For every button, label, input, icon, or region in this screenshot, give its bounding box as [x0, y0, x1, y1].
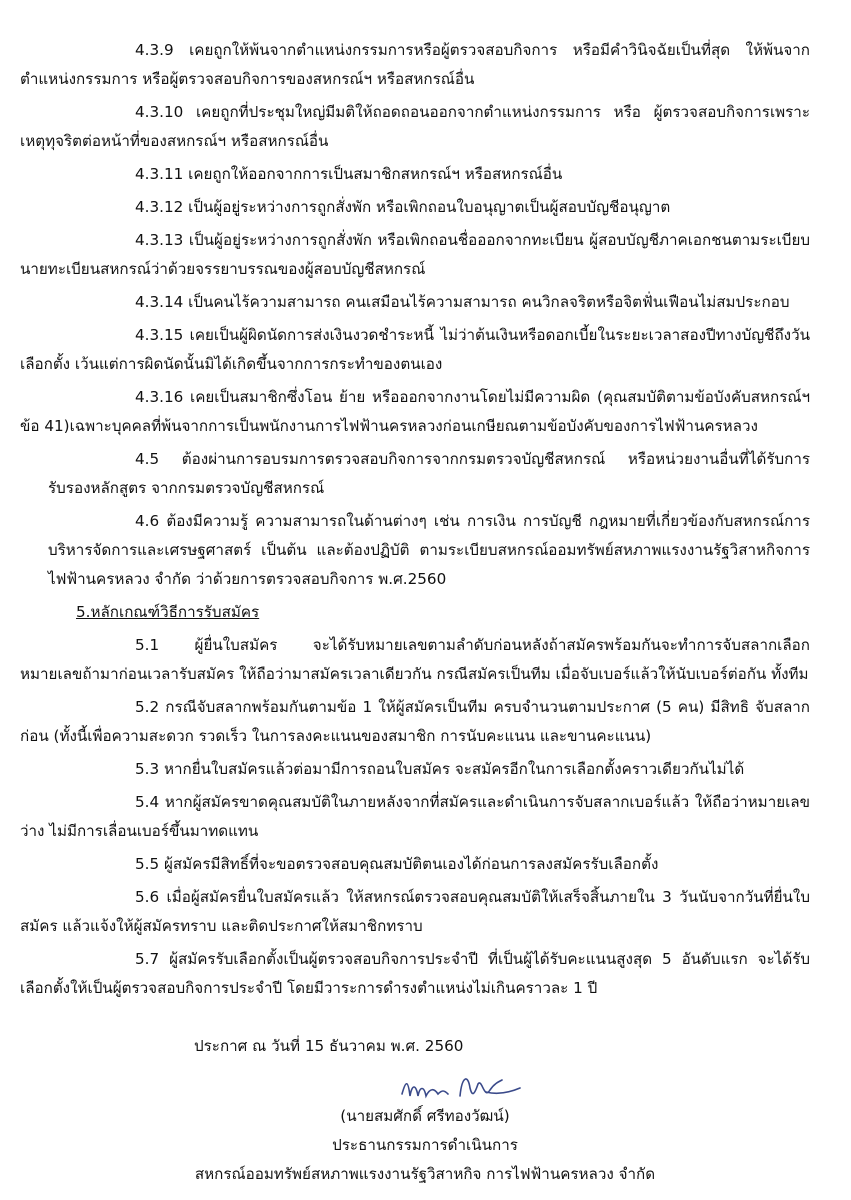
clause-4-3-14: 4.3.14 เป็นคนไร้ความสามารถ คนเสมือนไร้ความสามารถ คนวิกลจริตหรือจิตฟั่นเฟือนไม่สมประกอบ: [135, 293, 790, 311]
clause-5-5: 5.5 ผู้สมัครมีสิทธิ์ที่จะขอตรวจสอบคุณสมบัติตนเองได้ก่อนการลงสมัครรับเลือกตั้ง: [135, 855, 659, 873]
signature-block: [160, 1102, 690, 1189]
clause-4-6: 4.6 ต้องมีความรู้ ความสามารถในด้านต่างๆ เช่น การเงิน การบัญชี กฎหมายที่เกี่ยวข้องกับสหกรณ์การบริหารจัดการและเศรษฐศาสตร์ เป็นต้น และต้องปฏิบัติ ตามระเบียบสหกรณ์ออมทรัพย์สหภาพแรงงานรัฐวิสาหกิจการไฟฟ้านครหลวง จำกัด ว่าด้วยการตรวจสอบกิจการ พ.ศ.2560: [48, 512, 810, 588]
clause-5-6: 5.6 เมื่อผู้สมัครยื่นใบสมัครแล้ว ให้สหกรณ์ตรวจสอบคุณสมบัติให้เสร็จสิ้นภายใน 3 วันนับจากวันที่ยื่นใบสมัคร แล้วแจ้งให้ผู้สมัครทราบ และติดประกาศให้สมาชิกทราบ: [20, 888, 810, 935]
clause-4-3-9: 4.3.9 เคยถูกให้พ้นจากตำแหน่งกรรมการหรือผู้ตรวจสอบกิจการ หรือมีคำวินิจฉัยเป็นที่สุด ให้พ้นจากตำแหน่งกรรมการ หรือผู้ตรวจสอบกิจการของสหกรณ์ฯ หรือสหกรณ์อื่น: [20, 41, 810, 88]
signer-name: (นายสมศักดิ์ ศรีทองวัฒน์): [340, 1107, 510, 1125]
clause-5-1: 5.1 ผู้ยื่นใบสมัคร จะได้รับหมายเลขตามลำดับก่อนหลังถ้าสมัครพร้อมกันจะทำการจับสลากเลือกหมายเลขถ้ามาก่อนเวลารับสมัคร ให้ถือว่ามาสมัครเวลาเดียวกัน กรณีสมัครเป็นทีม เมื่อจับเบอร์แล้วให้นับเบอร์ต่อกัน ทั้งทีม: [20, 636, 810, 683]
signature-image: [398, 1070, 528, 1106]
clause-4-3-15: 4.3.15 เคยเป็นผู้ผิดนัดการส่งเงินงวดชำระหนี้ ไม่ว่าต้นเงินหรือดอกเบี้ยในระยะเวลาสองปีทางบัญชีถึงวันเลือกตั้ง เว้นแต่การผิดนัดนั้นมิได้เกิดขึ้นจากการกระทำของตนเอง: [20, 326, 810, 373]
clause-4-3-11: 4.3.11 เคยถูกให้ออกจากการเป็นสมาชิกสหกรณ์ฯ หรือสหกรณ์อื่น: [135, 165, 563, 183]
signer-title: ประธานกรรมการดำเนินการ: [332, 1136, 518, 1154]
clause-4-3-13: 4.3.13 เป็นผู้อยู่ระหว่างการถูกสั่งพัก หรือเพิกถอนชื่อออกจากทะเบียน ผู้สอบบัญชีภาคเอกชนตามระเบียบนายทะเบียนสหกรณ์ว่าด้วยจรรยาบรรณของผู้สอบบัญชีสหกรณ์: [20, 231, 810, 278]
clause-4-3-12: 4.3.12 เป็นผู้อยู่ระหว่างการถูกสั่งพัก หรือเพิกถอนใบอนุญาตเป็นผู้สอบบัญชีอนุญาต: [135, 198, 671, 216]
clause-5-4: 5.4 หากผู้สมัครขาดคุณสมบัติในภายหลังจากที่สมัครและดำเนินการจับสลากเบอร์แล้ว ให้ถือว่าหมายเลขว่าง ไม่มีการเลื่อนเบอร์ขึ้นมาทดแทน: [20, 793, 810, 840]
clause-5-7: 5.7 ผู้สมัครรับเลือกตั้งเป็นผู้ตรวจสอบกิจการประจำปี ที่เป็นผู้ได้รับคะแนนสูงสุด 5 อันดับแรก จะได้รับเลือกตั้งให้เป็นผู้ตรวจสอบกิจการประจำปี โดยมีวาระการดำรงตำแหน่งไม่เกินคราวละ 1 ปี: [20, 950, 810, 997]
announcement-date: ประกาศ ณ วันที่ 15 ธันวาคม พ.ศ. 2560: [194, 1037, 464, 1055]
clause-4-5: 4.5 ต้องผ่านการอบรมการตรวจสอบกิจการจากกรมตรวจบัญชีสหกรณ์ หรือหน่วยงานอื่นที่ได้รับการรับรองหลักสูตร จากกรมตรวจบัญชีสหกรณ์: [48, 450, 810, 497]
clause-5-2: 5.2 กรณีจับสลากพร้อมกันตามข้อ 1 ให้ผู้สมัครเป็นทีม ครบจำนวนตามประกาศ (5 คน) มีสิทธิ จับสลากก่อน (ทั้งนี้เพื่อความสะดวก รวดเร็ว ในการลงคะแนนของสมาชิก การนับคะแนน และขานคะแนน): [20, 698, 810, 745]
signer-organization: สหกรณ์ออมทรัพย์สหภาพแรงงานรัฐวิสาหกิจ การไฟฟ้านครหลวง จำกัด: [194, 1165, 656, 1183]
section-5-heading: 5.หลักเกณฑ์วิธีการรับสมัคร: [76, 603, 260, 621]
clause-4-3-10: 4.3.10 เคยถูกที่ประชุมใหญ่มีมติให้ถอดถอนออกจากตำแหน่งกรรมการ หรือ ผู้ตรวจสอบกิจการเพราะเหตุทุจริตต่อหน้าที่ของสหกรณ์ฯ หรือสหกรณ์อื่น: [20, 103, 810, 150]
clause-4-3-16: 4.3.16 เคยเป็นสมาชิกซึ่งโอน ย้าย หรือออกจากงานโดยไม่มีความผิด (คุณสมบัติตามข้อบังคับสหกรณ์ฯ ข้อ 41)เฉพาะบุคคลที่พ้นจากการเป็นพนักงานการไฟฟ้านครหลวงก่อนเกษียณตามข้อบังคับของการไฟฟ้านครหลวง: [20, 388, 810, 435]
document-body: [20, 36, 810, 1007]
clause-5-3: 5.3 หากยื่นใบสมัครแล้วต่อมามีการถอนใบสมัคร จะสมัครอีกในการเลือกตั้งคราวเดียวกันไม่ได้: [135, 760, 745, 778]
